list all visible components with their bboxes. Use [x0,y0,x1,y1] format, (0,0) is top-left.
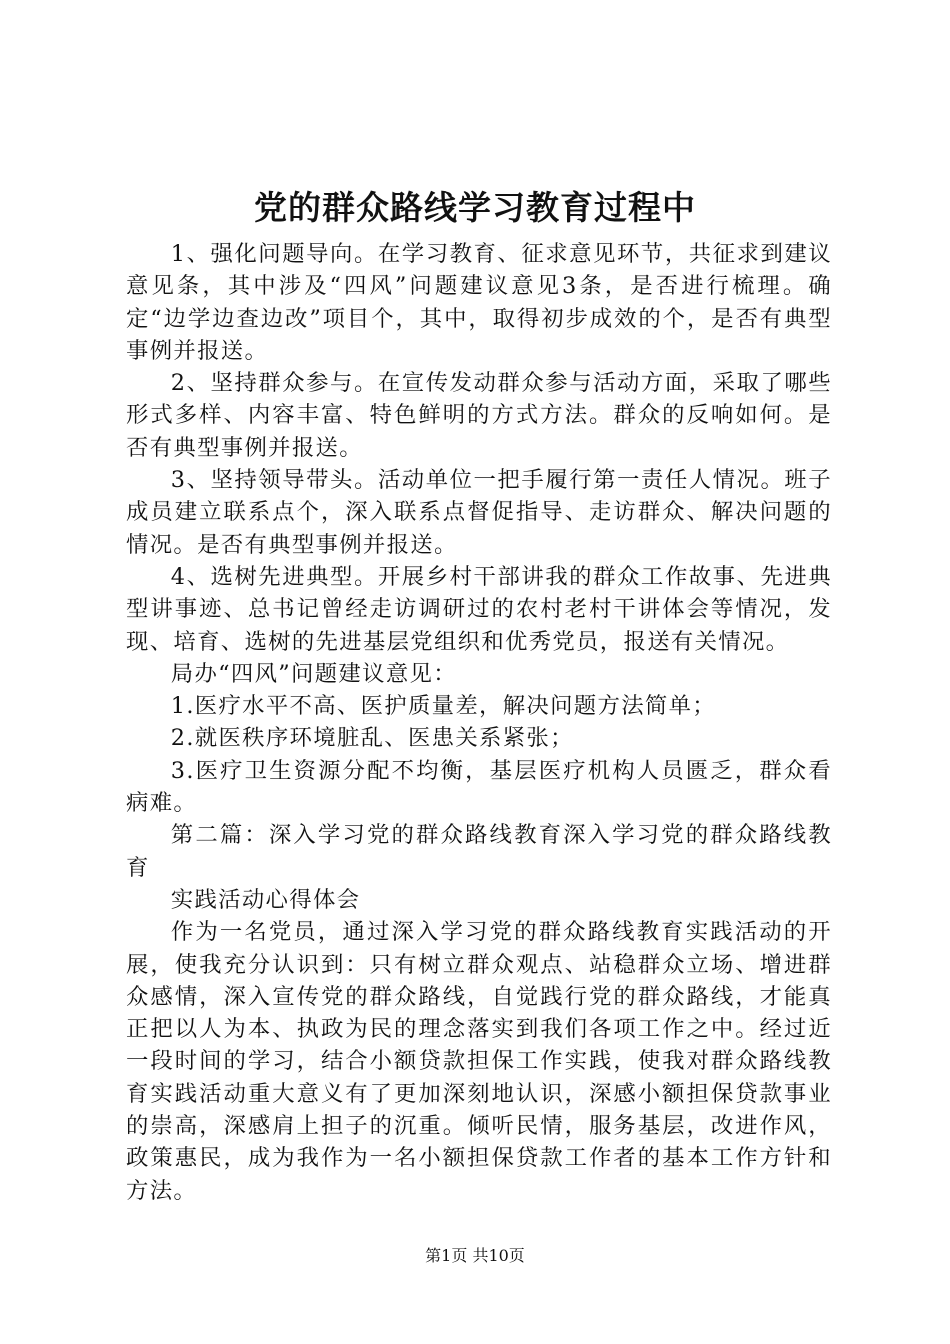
paragraph-7: 2.就医秩序环境脏乱、医患关系紧张； [170,725,574,752]
paragraph-4: 4、选树先进典型。开展乡村干部讲我的群众工作故事、先进典型讲事迹、总书记曾经走访调研过的农村老村干讲体会等情况，发现、培育、选树的先进基层党组织和优秀党员，报送有关情况。 [126,563,832,655]
document-body [126,238,832,1207]
page-footer: 第1页 共10页 [425,1246,525,1265]
paragraph-1: 1、强化问题导向。在学习教育、征求意见环节，共征求到建议意见条，其中涉及“四风”问题建议意见3条，是否进行梳理。确定“边学边查边改”项目个，其中，取得初步成效的个，是否有典型事例并报送。 [126,241,832,364]
paragraph-5: 局办“四风”问题建议意见： [170,660,457,687]
document-title: 党的群众路线学习教育过程中 [254,188,696,227]
paragraph-8: 3.医疗卫生资源分配不均衡，基层医疗机构人员匮乏，群众看病难。 [126,757,832,817]
paragraph-11: 作为一名党员，通过深入学习党的群众路线教育实践活动的开展，使我充分认识到：只有树立群众观点、站稳群众立场、增进群众感情，深入宣传党的群众路线，自觉践行党的群众路线，才能真正把以人为本、执政为民的理念落实到我们各项工作之中。经过近一段时间的学习，结合小额贷款担保工作实践，使我对群众路线教育实践活动重大意义有了更加深刻地认识，深感小额担保贷款事业的崇高，深感肩上担子的沉重。倾听民情，服务基层，改进作风，政策惠民，成为我作为一名小额担保贷款工作者的基本工作方针和方法。 [126,919,832,1204]
paragraph-9: 第二篇：深入学习党的群众路线教育深入学习党的群众路线教育 [126,822,832,881]
paragraph-6: 1.医疗水平不高、医护质量差，解决问题方法简单； [170,693,716,720]
paragraph-3: 3、坚持领导带头。活动单位一把手履行第一责任人情况。班子成员建立联系点个，深入联系点督促指导、走访群众、解决问题的情况。是否有典型事例并报送。 [126,467,832,558]
paragraph-10: 实践活动心得体会 [170,886,361,913]
paragraph-2: 2、坚持群众参与。在宣传发动群众参与活动方面，采取了哪些形式多样、内容丰富、特色鲜明的方式方法。群众的反响如何。是否有典型事例并报送。 [126,370,832,461]
